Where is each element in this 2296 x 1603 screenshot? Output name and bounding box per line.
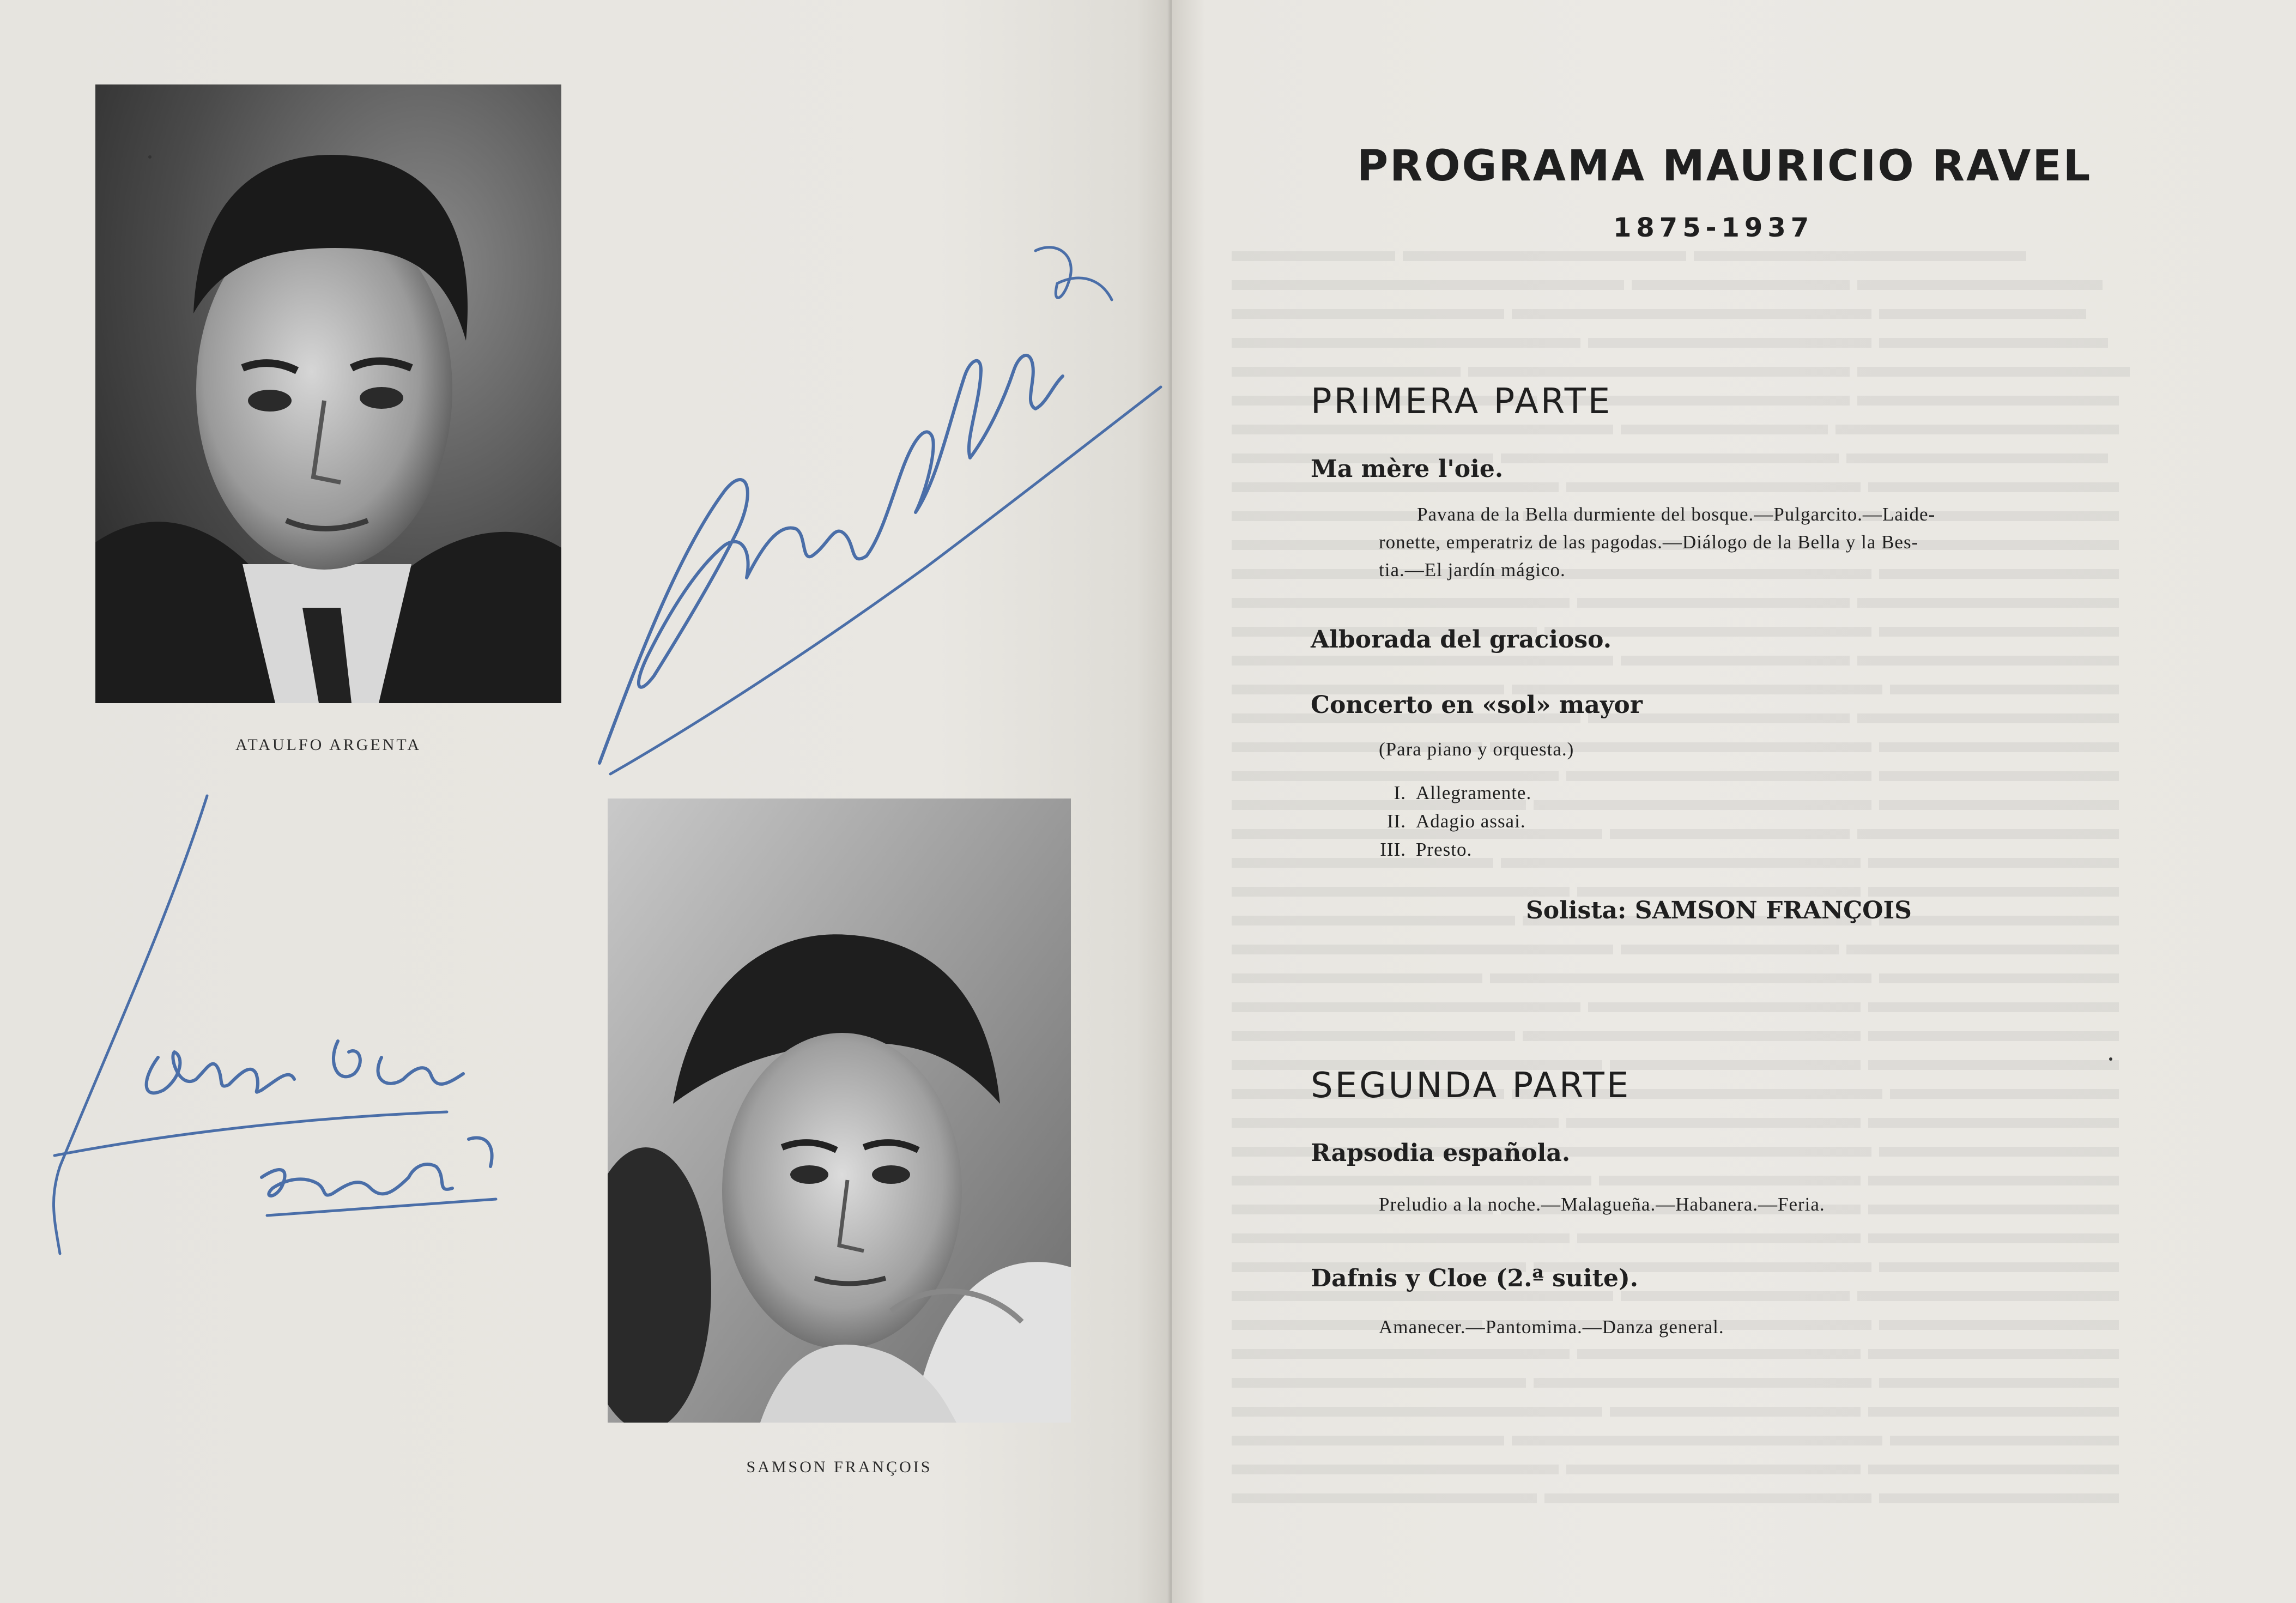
- ink-speck: [148, 155, 152, 159]
- portrait-photo-argenta: [95, 84, 561, 703]
- movement-item: [1362, 782, 1531, 804]
- movement-item: [1362, 839, 1472, 861]
- work-description-line: Amanecer.—Pantomima.—Danza general.: [1379, 1316, 1724, 1338]
- portrait-caption-francois: SAMSON FRANÇOIS: [746, 1458, 932, 1476]
- work-description-line: Pavana de la Bella durmiente del bosque.—Pulgarcito.—Laide-: [1417, 504, 1936, 525]
- work-description-line: tia.—El jardín mágico.: [1379, 559, 1566, 580]
- work-description-line: Preludio a la noche.—Malagueña.—Habanera.—Feria.: [1379, 1194, 1825, 1215]
- work-title-concerto: Concerto en «sol» mayor: [1311, 691, 1643, 719]
- signature-francois: [33, 785, 605, 1275]
- composer-years: 1875-1937: [1613, 213, 1814, 243]
- signature-argenta: [589, 207, 1188, 785]
- movement-name: Presto.: [1416, 839, 1473, 860]
- work-title-ma-mere-loie: Ma mère l'oie.: [1311, 455, 1504, 483]
- work-title-alborada: Alborada del gracioso.: [1311, 626, 1612, 654]
- work-title-dafnis: Dafnis y Cloe (2.ª suite).: [1311, 1265, 1639, 1292]
- ink-speck: [2109, 1057, 2112, 1061]
- portrait-caption-argenta: ATAULFO ARGENTA: [235, 736, 422, 754]
- movement-item: [1362, 810, 1526, 832]
- soloist-line: Solista: SAMSON FRANÇOIS: [1526, 897, 1912, 924]
- program-title: PROGRAMA MAURICIO RAVEL: [1357, 142, 2092, 191]
- movement-number: I.: [1394, 782, 1406, 803]
- work-subtitle: (Para piano y orquesta.): [1379, 739, 1574, 760]
- work-title-rapsodia: Rapsodia española.: [1311, 1139, 1571, 1167]
- movement-name: Allegramente.: [1416, 782, 1532, 803]
- part-heading-primera: PRIMERA PARTE: [1311, 382, 1613, 422]
- movement-number: III.: [1380, 839, 1406, 860]
- portrait-photo-francois: [608, 799, 1071, 1423]
- movement-name: Adagio assai.: [1416, 810, 1526, 832]
- movement-number: II.: [1386, 810, 1406, 832]
- part-heading-segunda: SEGUNDA PARTE: [1311, 1066, 1631, 1106]
- work-description-line: ronette, emperatriz de las pagodas.—Diálogo de la Bella y la Bes-: [1379, 531, 1919, 553]
